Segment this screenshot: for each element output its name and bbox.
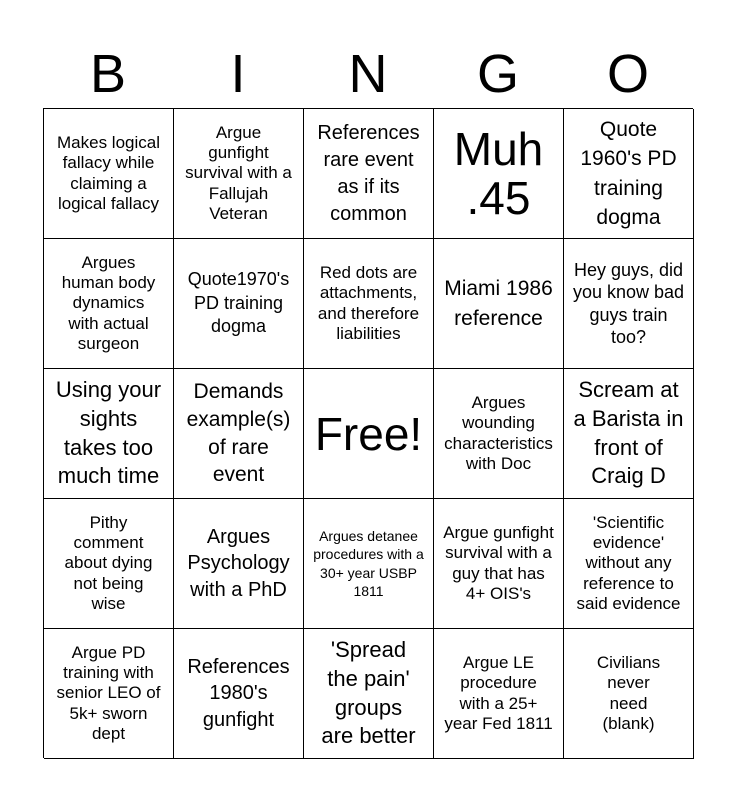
cell-text: Argue gunfight survival with a guy that has 4+ OIS's xyxy=(443,523,554,603)
cell-text: Using your sights takes too much time xyxy=(55,377,162,489)
bingo-header xyxy=(43,40,693,108)
cell-text: Demands example(s) of rare event xyxy=(186,380,291,487)
cell-text: Quote1970's PD training dogma xyxy=(187,269,290,337)
cell-text: Red dots are attachments, and therefore liabilities xyxy=(317,263,420,343)
bingo-cell[interactable] xyxy=(564,499,694,629)
bingo-cell[interactable] xyxy=(44,629,174,759)
bingo-cell[interactable] xyxy=(174,239,304,369)
bingo-cell[interactable] xyxy=(44,499,174,629)
cell-text: Argue LE procedure with a 25+ year Fed 1811 xyxy=(444,653,553,733)
cell-text: Scream at a Barista in front of Craig D xyxy=(573,377,684,489)
cell-text: Argue gunfight survival with a Fallujah Veteran xyxy=(185,123,292,223)
header-letter-g: G xyxy=(476,44,519,104)
bingo-cell[interactable] xyxy=(434,109,564,239)
bingo-cell[interactable] xyxy=(174,629,304,759)
bingo-cell[interactable] xyxy=(174,109,304,239)
bingo-grid xyxy=(43,108,693,758)
bingo-cell[interactable] xyxy=(434,369,564,499)
free-space: Free! xyxy=(314,407,423,460)
header-letter-o: O xyxy=(606,44,649,104)
bingo-cell[interactable] xyxy=(304,499,434,629)
cell-text: Pithy comment about dying not being wise xyxy=(64,513,153,613)
bingo-cell[interactable] xyxy=(174,369,304,499)
bingo-cell[interactable] xyxy=(434,239,564,369)
bingo-cell[interactable] xyxy=(44,369,174,499)
bingo-cell[interactable] xyxy=(304,109,434,239)
bingo-cell[interactable] xyxy=(44,109,174,239)
bingo-cell[interactable] xyxy=(434,499,564,629)
bingo-cell[interactable] xyxy=(304,369,434,499)
cell-text: References 1980's gunfight xyxy=(187,655,290,731)
cell-text: Hey guys, did you know bad guys train too? xyxy=(572,259,685,347)
cell-text: 'Scientific evidence' without any reference to said evidence xyxy=(576,513,681,613)
cell-text: Argues human body dynamics with actual surgeon xyxy=(61,253,156,353)
cell-text: Argues wounding characteristics with Doc xyxy=(444,393,553,473)
bingo-cell[interactable] xyxy=(304,239,434,369)
cell-text: Civilians never need (blank) xyxy=(596,653,661,733)
cell-text: Argues Psychology with a PhD xyxy=(187,525,290,601)
bingo-cell[interactable] xyxy=(174,499,304,629)
header-letter-n: N xyxy=(348,44,388,104)
header-letter-b: B xyxy=(89,44,127,104)
cell-text: Miami 1986 reference xyxy=(444,277,553,330)
cell-text: References rare event as if its common xyxy=(317,121,420,225)
cell-text: 'Spread the pain' groups are better xyxy=(321,637,416,749)
bingo-cell[interactable] xyxy=(564,369,694,499)
cell-text: Muh .45 xyxy=(453,123,544,224)
bingo-cell[interactable] xyxy=(564,629,694,759)
bingo-cell[interactable] xyxy=(434,629,564,759)
bingo-cell[interactable] xyxy=(564,239,694,369)
bingo-cell[interactable] xyxy=(304,629,434,759)
bingo-cell[interactable] xyxy=(564,109,694,239)
cell-text: Argues detanee procedures with a 30+ year USBP 1811 xyxy=(313,528,424,599)
bingo-cell[interactable] xyxy=(44,239,174,369)
cell-text: Quote 1960's PD training dogma xyxy=(580,117,677,229)
cell-text: Makes logical fallacy while claiming a logical fallacy xyxy=(57,133,160,213)
cell-text: Argue PD training with senior LEO of 5k+ sworn dept xyxy=(56,643,161,743)
header-letter-i: I xyxy=(230,44,246,104)
